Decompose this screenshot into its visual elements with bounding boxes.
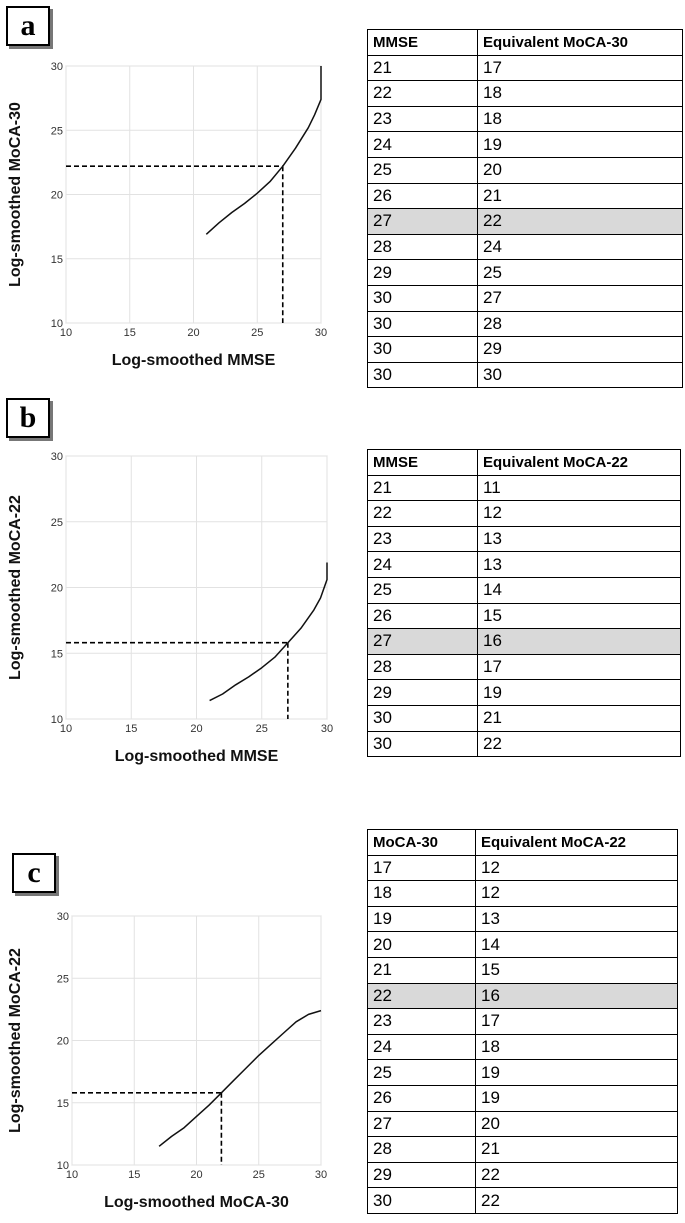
table-cell: 17 — [478, 55, 683, 81]
table-cell: 19 — [476, 1060, 678, 1086]
chart-panel-c — [0, 905, 330, 1220]
column-header: MoCA-30 — [368, 830, 476, 856]
table-cell: 18 — [478, 81, 683, 107]
table-cell: 26 — [368, 603, 478, 629]
table-row — [368, 1137, 678, 1163]
x-tick-label: 25 — [255, 723, 268, 735]
table-cell: 28 — [368, 234, 478, 260]
table-cell: 19 — [478, 132, 683, 158]
table-row — [368, 362, 683, 388]
y-tick-label: 10 — [50, 714, 63, 726]
x-tick-label: 30 — [320, 723, 334, 735]
table-row — [368, 629, 681, 655]
column-header: Equivalent MoCA-22 — [478, 450, 681, 476]
table-row — [368, 731, 681, 757]
y-axis-title: Log-smoothed MoCA-22 — [7, 495, 24, 680]
x-tick-label: 30 — [314, 327, 328, 339]
x-tick-label: 20 — [187, 327, 200, 339]
table-row — [368, 603, 681, 629]
table-cell: 30 — [368, 362, 478, 388]
table-cell: 28 — [368, 654, 478, 680]
x-tick-label: 25 — [251, 327, 264, 339]
table-row — [368, 705, 681, 731]
table-cell: 21 — [478, 705, 681, 731]
table-row — [368, 1111, 678, 1137]
table-row — [368, 157, 683, 183]
table-cell: 13 — [478, 552, 681, 578]
table-row — [368, 1188, 678, 1214]
y-axis-title: Log-smoothed MoCA-30 — [7, 102, 24, 287]
x-axis-title: Log-smoothed MMSE — [114, 748, 279, 765]
table-cell: 25 — [368, 157, 478, 183]
table-cell: 22 — [368, 983, 476, 1009]
table-cell: 23 — [368, 526, 478, 552]
table-cell: 26 — [368, 1085, 476, 1111]
table-cell: 21 — [368, 957, 476, 983]
y-tick-label: 30 — [50, 61, 63, 73]
table-cell: 30 — [368, 705, 478, 731]
table-row — [368, 106, 683, 132]
x-tick-label: 10 — [59, 723, 73, 735]
table-cell: 25 — [368, 1060, 476, 1086]
table-row — [368, 132, 683, 158]
table-cell: 14 — [478, 577, 681, 603]
table-cell: 27 — [368, 629, 478, 655]
y-tick-label: 25 — [50, 125, 63, 138]
table-row — [368, 501, 681, 527]
column-header: Equivalent MoCA-30 — [478, 30, 683, 56]
table-row — [368, 311, 683, 337]
table-row — [368, 577, 681, 603]
table-row — [368, 260, 683, 286]
table-cell: 12 — [476, 881, 678, 907]
y-tick-label: 20 — [50, 189, 63, 202]
table-cell: 11 — [478, 475, 681, 501]
y-tick-label: 25 — [50, 516, 63, 529]
table-cell: 13 — [478, 526, 681, 552]
table-cell: 29 — [368, 260, 478, 286]
table-cell: 18 — [478, 106, 683, 132]
table-cell: 16 — [478, 629, 681, 655]
table-cell: 29 — [478, 337, 683, 363]
table-cell: 24 — [368, 132, 478, 158]
table-cell: 25 — [368, 577, 478, 603]
table-cell: 22 — [368, 501, 478, 527]
column-header: MMSE — [368, 450, 478, 476]
table-cell: 30 — [368, 1188, 476, 1214]
table-row — [368, 906, 678, 932]
table-cell: 19 — [476, 1085, 678, 1111]
table-cell: 26 — [368, 183, 478, 209]
table-cell: 27 — [368, 209, 478, 235]
table-cell: 17 — [368, 855, 476, 881]
y-tick-label: 25 — [56, 973, 69, 986]
table-row — [368, 1034, 678, 1060]
table-header-row — [368, 830, 678, 856]
table-row — [368, 285, 683, 311]
y-tick-label: 10 — [50, 318, 63, 330]
table-cell: 28 — [478, 311, 683, 337]
y-tick-label: 30 — [56, 911, 69, 923]
table-cell: 12 — [478, 501, 681, 527]
table-cell: 29 — [368, 680, 478, 706]
table-cell: 20 — [476, 1111, 678, 1137]
table-cell: 18 — [476, 1034, 678, 1060]
table-cell: 25 — [478, 260, 683, 286]
table-cell: 27 — [368, 1111, 476, 1137]
table-cell: 17 — [476, 1009, 678, 1035]
x-tick-label: 20 — [190, 1169, 203, 1181]
table-cell: 22 — [368, 81, 478, 107]
table-row — [368, 881, 678, 907]
x-tick-label: 20 — [190, 723, 203, 735]
panel-label-a: a — [6, 6, 50, 46]
table-cell: 19 — [368, 906, 476, 932]
table-row — [368, 1060, 678, 1086]
table-cell: 30 — [368, 285, 478, 311]
table-row — [368, 680, 681, 706]
x-tick-label: 15 — [128, 1169, 141, 1181]
table-row — [368, 855, 678, 881]
table-cell: 21 — [478, 183, 683, 209]
table-cell: 14 — [476, 932, 678, 958]
table-header-row — [368, 30, 683, 56]
table-row — [368, 475, 681, 501]
table-row — [368, 526, 681, 552]
table-row — [368, 81, 683, 107]
x-tick-label: 30 — [314, 1169, 328, 1181]
table-cell: 30 — [368, 311, 478, 337]
panel-label-c: c — [12, 853, 56, 893]
table-row — [368, 234, 683, 260]
table-cell: 24 — [368, 552, 478, 578]
y-tick-label: 20 — [50, 582, 63, 595]
equivalence-table-b — [367, 449, 681, 757]
table-cell: 18 — [368, 881, 476, 907]
equivalence-table-c — [367, 829, 678, 1214]
table-cell: 15 — [478, 603, 681, 629]
equivalence-table-a — [367, 29, 683, 388]
table-row — [368, 932, 678, 958]
table-cell: 20 — [478, 157, 683, 183]
table-cell: 23 — [368, 1009, 476, 1035]
table-cell: 21 — [368, 475, 478, 501]
table-cell: 22 — [476, 1188, 678, 1214]
table-row — [368, 552, 681, 578]
table-cell: 19 — [478, 680, 681, 706]
y-tick-label: 15 — [50, 648, 63, 661]
y-axis-title: Log-smoothed MoCA-22 — [7, 948, 24, 1133]
chart-panel-b — [0, 448, 335, 783]
table-cell: 28 — [368, 1137, 476, 1163]
table-cell: 22 — [478, 731, 681, 757]
table-cell: 20 — [368, 932, 476, 958]
table-cell: 21 — [476, 1137, 678, 1163]
y-tick-label: 10 — [56, 1160, 69, 1172]
table-row — [368, 1162, 678, 1188]
x-axis-title: Log-smoothed MoCA-30 — [104, 1194, 289, 1211]
y-tick-label: 15 — [56, 1097, 69, 1110]
table-row — [368, 957, 678, 983]
column-header: MMSE — [368, 30, 478, 56]
table-cell: 22 — [476, 1162, 678, 1188]
table-cell: 30 — [478, 362, 683, 388]
table-cell: 30 — [368, 731, 478, 757]
x-tick-label: 15 — [123, 327, 136, 339]
chart-panel-a — [0, 55, 330, 385]
x-axis-title: Log-smoothed MMSE — [111, 352, 276, 369]
x-tick-label: 25 — [252, 1169, 265, 1181]
table-cell: 24 — [368, 1034, 476, 1060]
table-cell: 13 — [476, 906, 678, 932]
table-cell: 29 — [368, 1162, 476, 1188]
table-cell: 12 — [476, 855, 678, 881]
table-cell: 24 — [478, 234, 683, 260]
table-cell: 23 — [368, 106, 478, 132]
table-row — [368, 983, 678, 1009]
x-tick-label: 10 — [59, 327, 73, 339]
y-tick-label: 30 — [50, 451, 63, 463]
table-cell: 27 — [478, 285, 683, 311]
y-tick-label: 20 — [56, 1035, 69, 1048]
panel-label-b: b — [6, 398, 50, 438]
x-tick-label: 15 — [125, 723, 138, 735]
table-cell: 22 — [478, 209, 683, 235]
table-row — [368, 55, 683, 81]
table-row — [368, 209, 683, 235]
table-header-row — [368, 450, 681, 476]
table-cell: 16 — [476, 983, 678, 1009]
table-row — [368, 654, 681, 680]
table-cell: 21 — [368, 55, 478, 81]
table-cell: 17 — [478, 654, 681, 680]
column-header: Equivalent MoCA-22 — [476, 830, 678, 856]
table-row — [368, 337, 683, 363]
table-row — [368, 183, 683, 209]
x-tick-label: 10 — [65, 1169, 79, 1181]
y-tick-label: 15 — [50, 253, 63, 266]
table-cell: 30 — [368, 337, 478, 363]
table-cell: 15 — [476, 957, 678, 983]
table-row — [368, 1085, 678, 1111]
table-row — [368, 1009, 678, 1035]
